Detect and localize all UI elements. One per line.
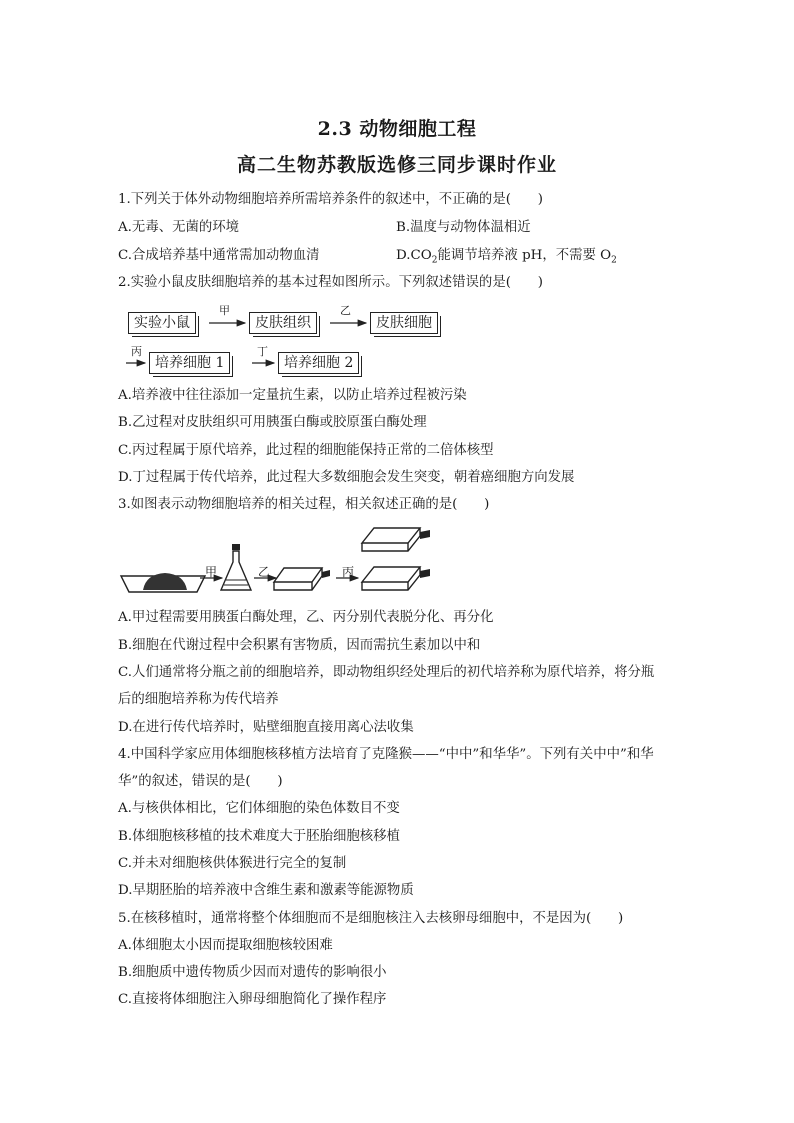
q4-option-d: D.早期胚胎的培养液中含维生素和激素等能源物质 — [118, 883, 414, 898]
q3-option-b: B.细胞在代谢过程中会积累有害物质，因而需抗生素加以中和 — [118, 638, 481, 653]
culture-flask-icon — [221, 544, 251, 590]
q1-option-b: B.温度与动物体温相近 — [396, 220, 531, 235]
arrow-label-jia: 甲 — [219, 304, 230, 317]
q2-option-a: A.培养液中往往添加一定量抗生素，以防止培养过程被污染 — [118, 388, 467, 403]
culture-label-jia: 甲 — [205, 565, 218, 579]
q4-option-c: C.并未对细胞核供体猴进行完全的复制 — [118, 856, 347, 871]
q2-option-c: C.丙过程属于原代培养，此过程的细胞能保持正常的二倍体核型 — [118, 443, 494, 458]
q4-option-a: A.与核供体相比，它们体细胞的染色体数目不变 — [118, 801, 400, 816]
q3-option-d: D.在进行传代培养时，贴壁细胞直接用离心法收集 — [118, 720, 414, 735]
flow-box-skin-tissue: 皮肤组织 — [249, 312, 317, 334]
flow-box-culture-cell-2: 培养细胞 2 — [278, 352, 359, 374]
q2-option-d: D.丁过程属于传代培养，此过程大多数细胞会发生突变，朝着癌细胞方向发展 — [118, 470, 575, 485]
q4-option-b: B.体细胞核移植的技术难度大于胚胎细胞核移植 — [118, 829, 400, 844]
flow-box-culture-cell-1: 培养细胞 1 — [149, 352, 230, 374]
flow-box-skin-cell: 皮肤细胞 — [370, 312, 438, 334]
q5-option-a: A.体细胞太小因而提取细胞核较困难 — [118, 938, 333, 953]
q2-stem: 2.实验小鼠皮肤细胞培养的基本过程如图所示。下列叙述错误的是( ) — [118, 275, 543, 290]
q3-option-a: A.甲过程需要用胰蛋白酶处理，乙、丙分别代表脱分化、再分化 — [118, 610, 494, 625]
q3-option-c-line1: C.人们通常将分瓶之前的细胞培养，即动物组织经处理后的初代培养称为原代培养，将分瓶 — [118, 665, 655, 680]
subculture-bottle-bottom-icon — [362, 567, 430, 590]
culture-label-bing: 丙 — [342, 565, 355, 579]
culture-bottle-icon — [274, 568, 330, 590]
flow-box-mouse: 实验小鼠 — [128, 312, 196, 334]
q4-stem-line2: 华”的叙述，错误的是( ) — [118, 774, 283, 789]
q5-option-b: B.细胞质中遗传物质少因而对遗传的影响很小 — [118, 965, 387, 980]
q3-stem: 3.如图表示动物细胞培养的相关过程，相关叙述正确的是( ) — [118, 497, 490, 512]
q1-stem: 1.下列关于体外动物细胞培养所需培养条件的叙述中，不正确的是( ) — [118, 192, 543, 207]
culture-label-yi: 乙 — [258, 565, 271, 579]
q1-option-c: C.合成培养基中通常需加动物血清 — [118, 248, 320, 263]
q2-option-b: B.乙过程对皮肤组织可用胰蛋白酶或胶原蛋白酶处理 — [118, 415, 427, 430]
petri-dish-icon — [121, 573, 205, 592]
q5-option-c: C.直接将体细胞注入卵母细胞简化了操作程序 — [118, 992, 387, 1007]
q1-option-d: $D.CO_2$能调节培养液 pH，不需要 $O_2$ — [396, 248, 617, 266]
subculture-bottle-top-icon — [362, 528, 430, 551]
page-title: 2.3 动物细胞工程 — [317, 118, 477, 140]
arrow-label-bing: 丙 — [131, 345, 142, 358]
page-subtitle: 高二生物苏教版选修三同步课时作业 — [236, 154, 557, 176]
arrow-label-yi: 乙 — [340, 304, 351, 317]
q5-stem: 5.在核移植时，通常将整个体细胞而不是细胞核注入去核卵母细胞中，不是因为( ) — [118, 911, 624, 926]
arrow-label-ding: 丁 — [257, 345, 268, 358]
q3-option-c-line2: 后的细胞培养称为传代培养 — [118, 692, 279, 707]
q1-option-a: A.无毒、无菌的环境 — [118, 220, 240, 235]
q4-stem-line1: 4.中国科学家应用体细胞核移植方法培育了克隆猴——“中中”和华华”。下列有关中中”和华 — [118, 747, 654, 762]
